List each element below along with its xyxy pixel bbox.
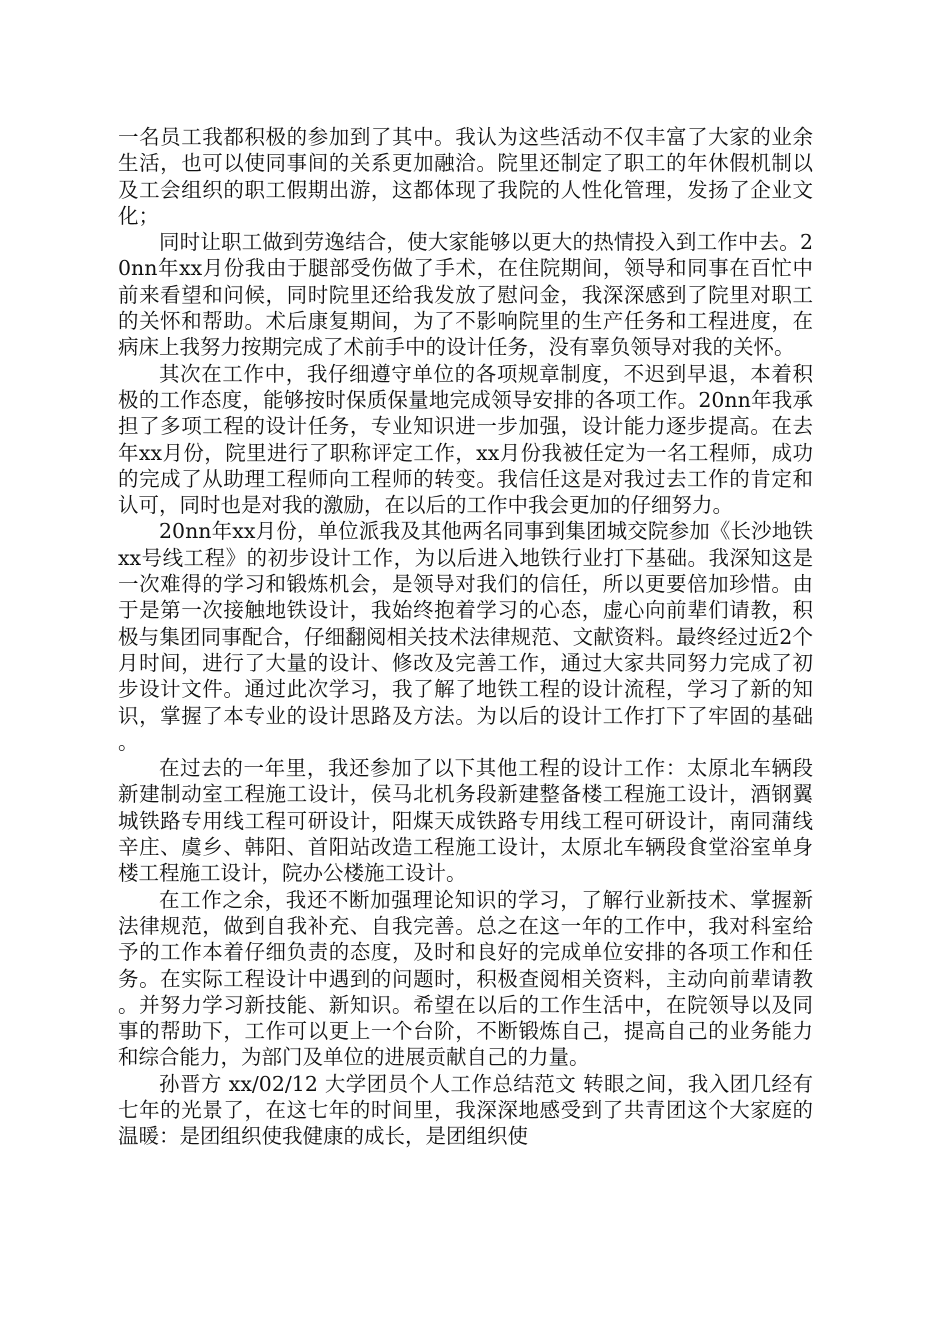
paragraph-5: 在过去的一年里，我还参加了以下其他工程的设计工作：太原北车辆段新建制动室工程施工设计，侯马北机务段新建整备楼工程施工设计，酒钢翼城铁路专用线工程可研设计，阳煤天成铁路专用线工程可研设计，南同蒲线辛庄、虞乡、韩阳、首阳站改造工程施工设计，太原北车辆段食堂浴室单身楼工程施工设计，院办公楼施工设计。 xyxy=(118,756,813,886)
paragraph-3: 其次在工作中，我仔细遵守单位的各项规章制度，不迟到早退，本着积极的工作态度，能够按时保质保量地完成领导安排的各项工作。20nn年我承担了多项工程的设计任务，专业知识进一步加强，设计能力逐步提高。在去年xx月份，院里进行了职称评定工作，xx月份我被任定为一名工程师，成功的完成了从助理工程师向工程师的转变。我信任这是对我过去工作的肯定和认可，同时也是对我的激励，在以后的工作中我会更加的仔细努力。 xyxy=(118,361,813,518)
paragraph-2: 同时让职工做到劳逸结合，使大家能够以更大的热情投入到工作中去。20nn年xx月份我由于腿部受伤做了手术，在住院期间，领导和同事在百忙中前来看望和问候，同时院里还给我发放了慰问金，我深深感到了院里对职工的关怀和帮助。术后康复期间，为了不影响院里的生产任务和工程进度，在病床上我努力按期完成了术前手中的设计任务，没有辜负领导对我的关怀。 xyxy=(118,230,813,360)
document-body xyxy=(118,124,813,1150)
paragraph-1: 一名员工我都积极的参加到了其中。我认为这些活动不仅丰富了大家的业余生活，也可以使同事间的关系更加融洽。院里还制定了职工的年休假机制以及工会组织的职工假期出游，这都体现了我院的人性化管理，发扬了企业文化； xyxy=(118,125,813,228)
paragraph-4: 20nn年xx月份，单位派我及其他两名同事到集团城交院参加《长沙地铁xx号线工程》的初步设计工作，为以后进入地铁行业打下基础。我深知这是一次难得的学习和锻炼机会，是领导对我们的信任，所以更要倍加珍惜。由于是第一次接触地铁设计，我始终抱着学习的心态，虚心向前辈们请教，积极与集团同事配合，仔细翻阅相关技术法律规范、文献资料。最终经过近2个月时间，进行了大量的设计、修改及完善工作，通过大家共同努力完成了初步设计文件。通过此次学习，我了解了地铁工程的设计流程，学习了新的知识，掌握了本专业的设计思路及方法。为以后的设计工作打下了牢固的基础。 xyxy=(118,519,813,754)
paragraph-7: 孙晋方 xx/02/12 大学团员个人工作总结范文 转眼之间，我入团几经有七年的光景了，在这七年的时间里，我深深地感受到了共青团这个大家庭的温暖：是团组织使我健康的成长，是团组织使 xyxy=(118,1071,813,1149)
paragraph-6: 在工作之余，我还不断加强理论知识的学习，了解行业新技术、掌握新法律规范，做到自我补充、自我完善。总之在这一年的工作中，我对科室给予的工作本着仔细负责的态度，及时和良好的完成单位安排的各项工作和任务。在实际工程设计中遇到的问题时，积极查阅相关资料，主动向前辈请教。并努力学习新技能、新知识。希望在以后的工作生活中，在院领导以及同事的帮助下，工作可以更上一个台阶，不断锻炼自己，提高自己的业务能力和综合能力，为部门及单位的进展贡献自己的力量。 xyxy=(118,887,813,1070)
